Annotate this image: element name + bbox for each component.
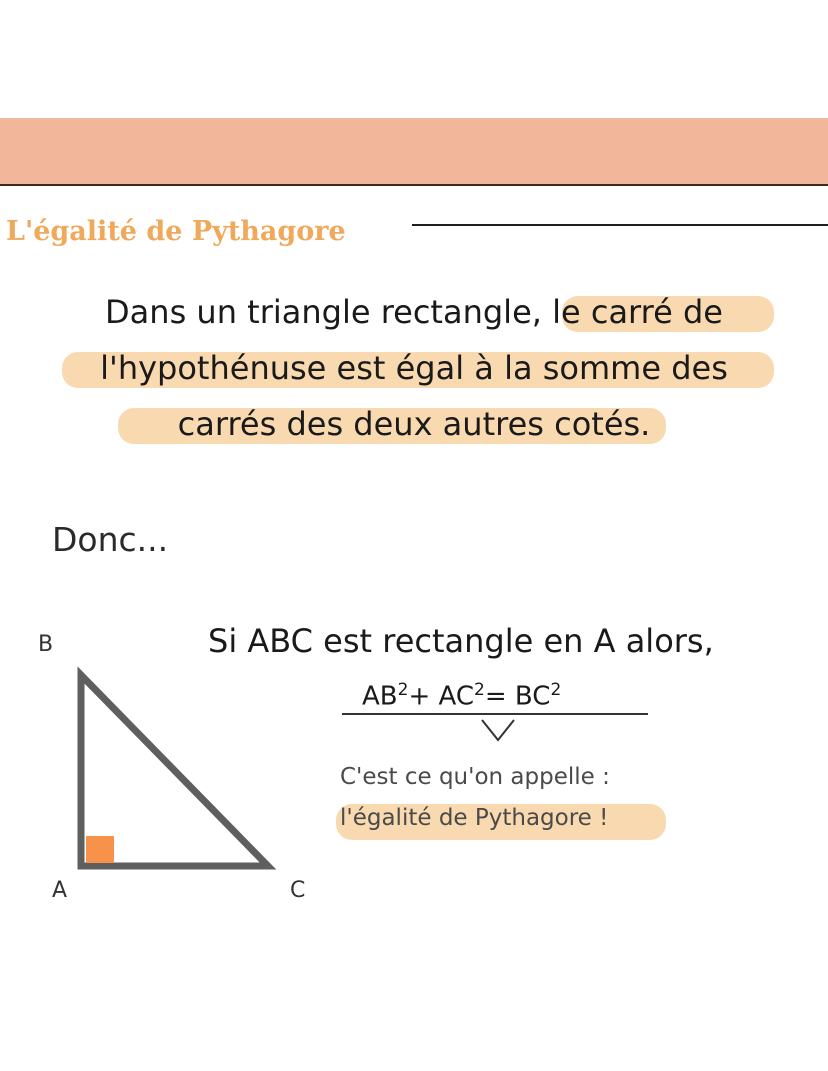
term-bc: BC [514,681,551,712]
formula-underline [342,713,648,715]
term-ab: AB [362,681,398,712]
note-line-1: C'est ce qu'on appelle : [340,764,610,790]
exponent: 2 [397,680,409,700]
plus-sign: + [408,681,439,712]
vertex-a-label: A [52,878,68,903]
donc-label: Donc... [52,520,169,559]
checkmark-icon [478,717,518,743]
exponent: 2 [550,680,562,700]
term-ac: AC [438,681,474,712]
equals-sign: = [484,681,515,712]
statement-line-2: l'hypothénuse est égal à la somme des [100,349,728,387]
right-angle-marker [86,836,114,863]
page-title: L'égalité de Pythagore [6,216,346,247]
statement-line-3: carrés des deux autres cotés. [177,405,651,443]
statement-line-1: Dans un triangle rectangle, le carré de [105,293,723,331]
pythagoras-formula [362,680,561,712]
note-line-2: l'égalité de Pythagore ! [340,805,609,831]
vertex-b-label: B [38,632,54,657]
theorem-condition: Si ABC est rectangle en A alors, [208,622,714,660]
vertex-c-label: C [290,878,306,903]
exponent: 2 [474,680,485,700]
